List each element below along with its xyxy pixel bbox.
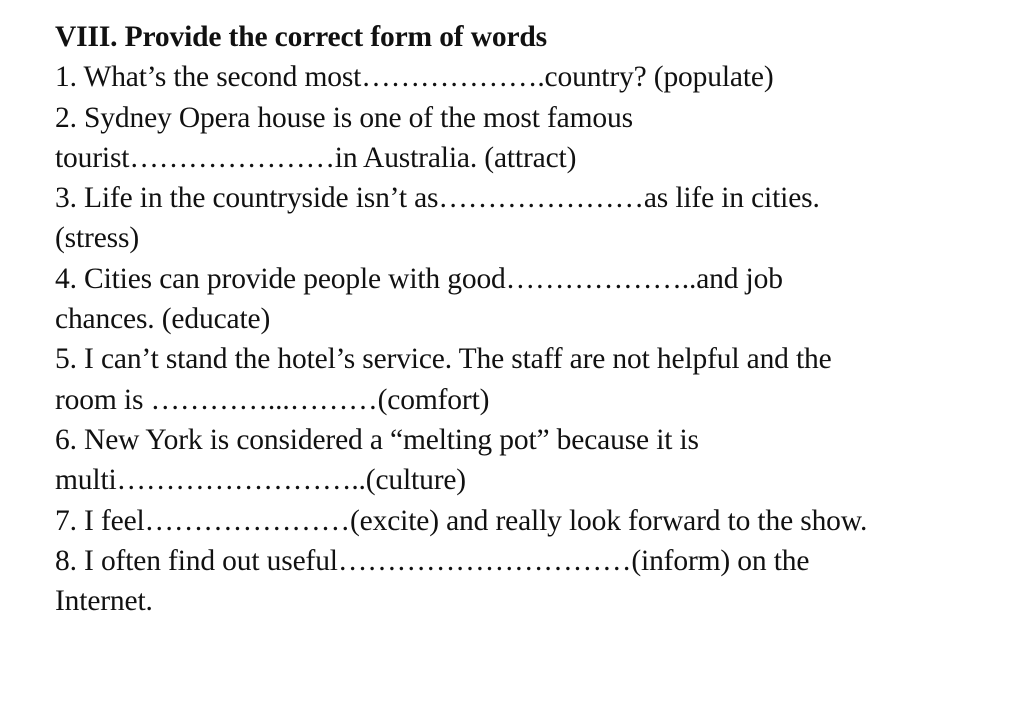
exercise-line: 7. I feel…………………(excite) and really look forward to the show. xyxy=(55,504,868,537)
exercise-line: 1. What’s the second most……………….country? (populate) xyxy=(55,61,774,94)
exercise-title: VIII. Provide the correct form of words xyxy=(55,21,547,53)
exercise-line: (stress) xyxy=(55,222,140,255)
exercise-block xyxy=(55,17,1020,621)
exercise-line: 8. I often find out useful…………………………(inform) on the xyxy=(55,544,810,577)
exercise-line: multi……………………..(culture) xyxy=(55,464,466,497)
exercise-line: 4. Cities can provide people with good………………..and job xyxy=(55,262,783,295)
exercise-line: room is …………...………(comfort) xyxy=(55,383,490,416)
exercise-line: 6. New York is considered a “melting pot” because it is xyxy=(55,423,699,456)
exercise-line: 2. Sydney Opera house is one of the most famous xyxy=(55,101,633,134)
exercise-line: chances. (educate) xyxy=(55,303,271,336)
exercise-line: Internet. xyxy=(55,585,153,618)
exercise-line: 5. I can’t stand the hotel’s service. The staff are not helpful and the xyxy=(55,343,832,376)
exercise-line: 3. Life in the countryside isn’t as…………………as life in cities. xyxy=(55,182,820,215)
exercise-line: tourist…………………in Australia. (attract) xyxy=(55,141,577,174)
